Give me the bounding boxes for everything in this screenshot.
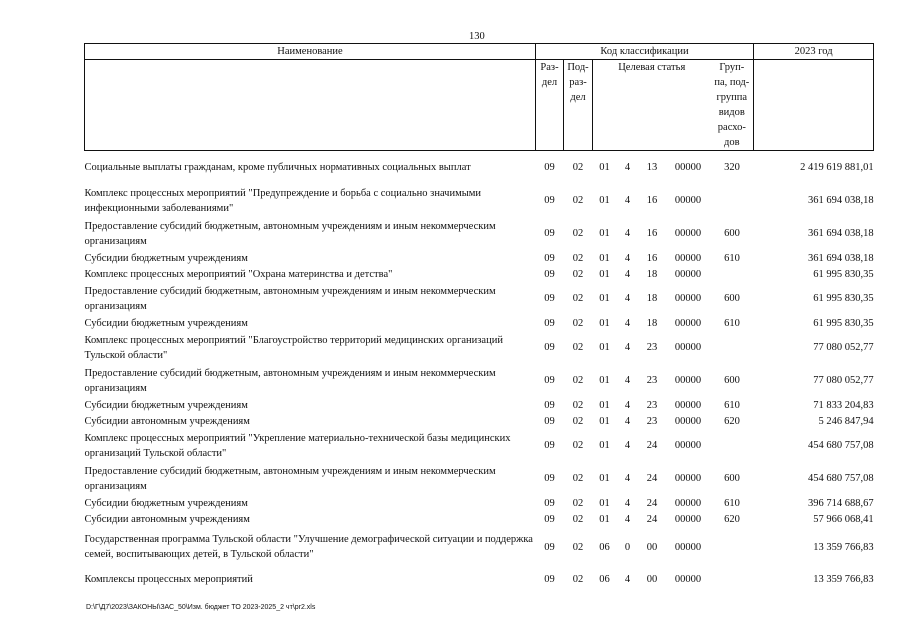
row-amount: 361 694 038,18 xyxy=(807,228,874,239)
header-expense-group: Груп- па, под- группа видов расхо- дов xyxy=(711,60,754,151)
row-target-direction: 00000 xyxy=(674,317,702,329)
row-section: 09 xyxy=(544,268,555,280)
row-expense-group: 600 xyxy=(724,293,740,304)
row-target-event: 24 xyxy=(646,440,658,451)
row-target-direction: 00000 xyxy=(674,513,702,525)
row-subsection: 02 xyxy=(572,375,584,386)
row-section: 09 xyxy=(544,473,555,484)
row-subsection: 02 xyxy=(572,342,584,353)
row-section: 09 xyxy=(544,541,555,553)
header-name-continuation xyxy=(85,60,536,151)
row-expense-group xyxy=(711,429,754,462)
row-amount: 454 680 757,08 xyxy=(807,440,874,451)
row-subsection: 02 xyxy=(572,293,584,304)
row-section: 09 xyxy=(544,399,555,411)
row-target-type: 4 xyxy=(624,317,631,329)
row-target-direction: 00000 xyxy=(674,228,702,239)
row-target-program: 01 xyxy=(599,268,610,280)
row-target-program: 01 xyxy=(599,513,610,525)
row-target-direction: 00000 xyxy=(674,195,702,206)
row-target-type: 4 xyxy=(624,440,631,451)
row-amount: 361 694 038,18 xyxy=(807,195,874,206)
row-target-direction: 00000 xyxy=(674,541,702,553)
row-section: 09 xyxy=(544,342,555,353)
row-subsection: 02 xyxy=(572,513,584,525)
row-name: Субсидии автономным учреждениям xyxy=(84,513,250,525)
row-target-direction: 00000 xyxy=(674,497,702,509)
row-target-program: 01 xyxy=(599,440,610,451)
row-target-event: 23 xyxy=(646,399,658,411)
row-section: 09 xyxy=(544,513,555,525)
row-name: Субсидии автономным учреждениям xyxy=(84,415,250,427)
row-subsection: 02 xyxy=(572,162,584,173)
table-row xyxy=(85,413,874,429)
row-expense-group: 610 xyxy=(724,252,740,264)
row-amount: 77 080 052,77 xyxy=(813,375,874,386)
row-target-event: 00 xyxy=(646,574,658,585)
row-name: Комплекс процессных мероприятий "Предупреждение и борьба с социально значимыми инфекционными заболеваниями" xyxy=(84,187,482,214)
row-name: Комплексы процессных мероприятий xyxy=(84,574,253,585)
row-target-program: 01 xyxy=(599,415,610,427)
row-target-type: 4 xyxy=(624,375,631,386)
row-target-type: 4 xyxy=(624,293,631,304)
row-subsection: 02 xyxy=(572,473,584,484)
row-amount: 57 966 068,41 xyxy=(813,513,874,525)
row-target-type: 4 xyxy=(624,252,631,264)
row-target-event: 24 xyxy=(646,497,658,509)
row-name: Комплекс процессных мероприятий "Благоустройство территорий медицинских организаций Тульской области" xyxy=(84,334,503,361)
row-target-event: 23 xyxy=(646,415,658,427)
row-target-program: 01 xyxy=(599,375,610,386)
row-amount: 13 359 766,83 xyxy=(813,541,874,553)
row-expense-group: 610 xyxy=(724,399,740,411)
row-target-event: 18 xyxy=(646,317,658,329)
row-expense-group xyxy=(711,184,754,217)
row-target-direction: 00000 xyxy=(674,342,702,353)
row-target-program: 01 xyxy=(599,473,610,484)
row-section: 09 xyxy=(544,252,555,264)
table-row xyxy=(85,495,874,511)
row-section: 09 xyxy=(544,228,555,239)
row-subsection: 02 xyxy=(572,268,584,280)
table-row xyxy=(85,151,874,185)
row-target-direction: 00000 xyxy=(674,399,702,411)
table-row xyxy=(85,462,874,495)
row-amount: 13 359 766,83 xyxy=(813,574,874,585)
file-path-footer: D:\Г\Д7\2023\ЗАКОНЫ\ЗАС_50\Изм. бюджет ТО 2023-2025_2 чт\pr2.xls xyxy=(86,604,316,611)
row-target-type: 4 xyxy=(624,415,631,427)
row-target-program: 01 xyxy=(599,195,610,206)
row-name: Субсидии бюджетным учреждениям xyxy=(84,399,248,411)
row-section: 09 xyxy=(544,415,555,427)
row-expense-group: 610 xyxy=(724,497,740,509)
row-name: Комплекс процессных мероприятий "Охрана материнства и детства" xyxy=(84,268,393,280)
table-row xyxy=(85,429,874,462)
row-expense-group: 620 xyxy=(724,513,740,525)
row-target-program: 01 xyxy=(599,342,610,353)
row-target-event: 16 xyxy=(646,195,658,206)
row-target-event: 00 xyxy=(646,541,658,553)
header-target-article: Целевая статья xyxy=(593,60,711,151)
row-subsection: 02 xyxy=(572,574,584,585)
row-target-program: 01 xyxy=(599,293,610,304)
row-target-type: 0 xyxy=(624,541,631,553)
table-row xyxy=(85,567,874,592)
row-amount: 396 714 688,67 xyxy=(807,497,874,509)
row-amount: 77 080 052,77 xyxy=(813,342,874,353)
row-amount: 61 995 830,35 xyxy=(813,317,874,329)
row-target-type: 4 xyxy=(624,574,631,585)
row-target-event: 16 xyxy=(646,228,658,239)
row-section: 09 xyxy=(544,195,555,206)
row-name: Предоставление субсидий бюджетным, автономным учреждениям и иным некоммерческим организациям xyxy=(84,367,496,394)
row-target-event: 23 xyxy=(646,375,658,386)
row-expense-group: 600 xyxy=(724,375,740,386)
row-target-program: 01 xyxy=(599,252,610,264)
row-target-type: 4 xyxy=(624,162,631,173)
row-target-program: 01 xyxy=(599,497,610,509)
row-section: 09 xyxy=(544,293,555,304)
row-target-direction: 00000 xyxy=(674,440,702,451)
row-target-event: 18 xyxy=(646,268,658,280)
row-section: 09 xyxy=(544,162,555,173)
header-year-continuation xyxy=(754,60,874,151)
page-number: 130 xyxy=(469,31,485,42)
row-target-program: 01 xyxy=(599,162,610,173)
row-expense-group xyxy=(711,331,754,364)
row-name: Комплекс процессных мероприятий "Укрепление материально-технической базы медицинских организаций Тульской области" xyxy=(84,432,511,459)
row-target-program: 06 xyxy=(599,541,610,553)
row-amount: 71 833 204,83 xyxy=(813,399,874,411)
row-expense-group: 620 xyxy=(724,415,740,427)
row-target-event: 16 xyxy=(646,252,658,264)
row-name: Предоставление субсидий бюджетным, автономным учреждениям и иным некоммерческим организациям xyxy=(84,285,496,312)
row-target-event: 24 xyxy=(646,513,658,525)
row-name: Субсидии бюджетным учреждениям xyxy=(84,252,248,264)
table-row xyxy=(85,527,874,567)
row-expense-group: 600 xyxy=(724,228,740,239)
row-expense-group xyxy=(711,527,754,567)
row-name: Субсидии бюджетным учреждениям xyxy=(84,317,248,329)
row-subsection: 02 xyxy=(572,415,584,427)
header-code-classification: Код классификации xyxy=(536,44,754,60)
row-name: Государственная программа Тульской области "Улучшение демографической ситуации и поддержка семей, воспитывающих детей, в Тульской области" xyxy=(84,534,533,560)
row-name: Предоставление субсидий бюджетным, автономным учреждениям и иным некоммерческим организациям xyxy=(84,220,496,247)
row-amount: 5 246 847,94 xyxy=(818,415,874,427)
row-name: Предоставление субсидий бюджетным, автономным учреждениям и иным некоммерческим организациям xyxy=(84,465,496,492)
row-section: 09 xyxy=(544,574,555,585)
row-section: 09 xyxy=(544,375,555,386)
row-target-direction: 00000 xyxy=(674,473,702,484)
row-target-direction: 00000 xyxy=(674,574,702,585)
row-target-event: 24 xyxy=(646,473,658,484)
row-target-direction: 00000 xyxy=(674,162,702,173)
row-amount: 61 995 830,35 xyxy=(813,268,874,280)
row-target-type: 4 xyxy=(624,228,631,239)
row-target-direction: 00000 xyxy=(674,293,702,304)
row-target-type: 4 xyxy=(624,342,631,353)
row-target-direction: 00000 xyxy=(674,375,702,386)
row-target-program: 01 xyxy=(599,399,610,411)
row-subsection: 02 xyxy=(572,541,584,553)
row-target-type: 4 xyxy=(624,497,631,509)
row-target-type: 4 xyxy=(624,268,631,280)
row-section: 09 xyxy=(544,317,555,329)
row-target-event: 18 xyxy=(646,293,658,304)
header-name: Наименование xyxy=(85,44,536,60)
row-target-program: 06 xyxy=(599,574,610,585)
table-row xyxy=(85,266,874,282)
row-subsection: 02 xyxy=(572,228,584,239)
row-expense-group: 320 xyxy=(724,162,740,173)
table-row xyxy=(85,184,874,217)
table-row xyxy=(85,315,874,331)
table-row xyxy=(85,511,874,527)
table-row xyxy=(85,250,874,266)
row-amount: 361 694 038,18 xyxy=(807,252,874,264)
row-expense-group xyxy=(711,266,754,282)
table-row xyxy=(85,331,874,364)
row-section: 09 xyxy=(544,497,555,509)
table-row xyxy=(85,364,874,397)
row-subsection: 02 xyxy=(572,399,584,411)
table-row xyxy=(85,397,874,413)
row-target-program: 01 xyxy=(599,228,610,239)
row-target-event: 23 xyxy=(646,342,658,353)
row-target-type: 4 xyxy=(624,195,631,206)
row-expense-group xyxy=(711,567,754,592)
row-amount: 61 995 830,35 xyxy=(813,293,874,304)
row-subsection: 02 xyxy=(572,252,584,264)
row-name: Социальные выплаты гражданам, кроме публичных нормативных социальных выплат xyxy=(84,162,471,173)
row-name: Субсидии бюджетным учреждениям xyxy=(84,497,248,509)
row-target-type: 4 xyxy=(624,473,631,484)
row-amount: 2 419 619 881,01 xyxy=(800,162,874,173)
row-expense-group: 610 xyxy=(724,317,740,329)
row-amount: 454 680 757,08 xyxy=(807,473,874,484)
table-row xyxy=(85,282,874,315)
header-year: 2023 год xyxy=(754,44,874,60)
row-target-event: 13 xyxy=(646,162,658,173)
row-subsection: 02 xyxy=(572,440,584,451)
header-section: Раз- дел xyxy=(536,60,564,151)
row-subsection: 02 xyxy=(572,317,584,329)
row-target-type: 4 xyxy=(624,399,631,411)
row-target-direction: 00000 xyxy=(674,268,702,280)
row-subsection: 02 xyxy=(572,497,584,509)
row-target-direction: 00000 xyxy=(674,415,702,427)
row-target-program: 01 xyxy=(599,317,610,329)
row-target-type: 4 xyxy=(624,513,631,525)
row-section: 09 xyxy=(544,440,555,451)
row-expense-group: 600 xyxy=(724,473,740,484)
budget-table xyxy=(84,43,874,592)
row-target-direction: 00000 xyxy=(674,252,702,264)
header-subsection: Под- раз- дел xyxy=(564,60,593,151)
row-subsection: 02 xyxy=(572,195,584,206)
table-row xyxy=(85,217,874,250)
